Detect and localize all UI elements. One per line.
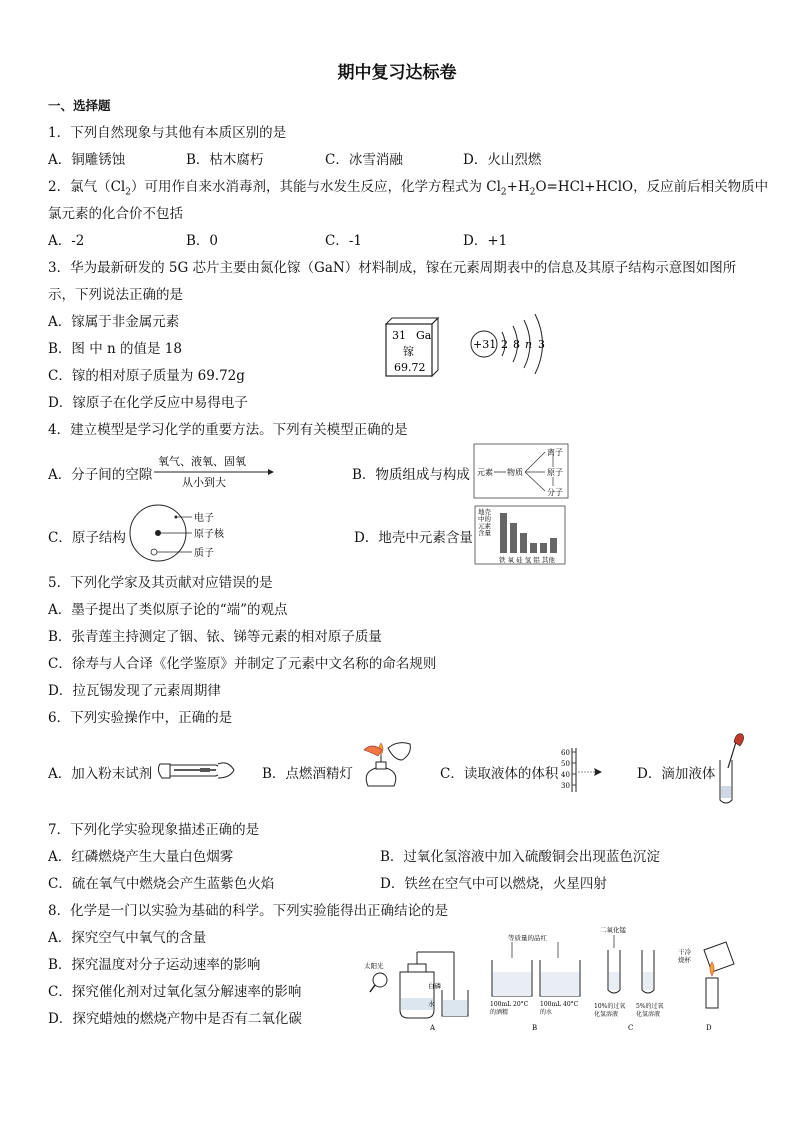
- q5-option-c[interactable]: C．徐寿与人合译《化学鉴原》并制定了元素中文名称的命名规则: [48, 656, 437, 672]
- q2-option-b[interactable]: B．0: [186, 233, 219, 249]
- gallium-figure: [380, 308, 560, 380]
- q4-stem: 4．建立模型是学习化学的重要方法。下列有关模型正确的是: [48, 422, 408, 438]
- q1-option-d[interactable]: D．火山烈燃: [463, 152, 542, 168]
- q2-option-d[interactable]: D．+1: [463, 233, 508, 249]
- label-tube1: 10%的过氧: [594, 1003, 626, 1010]
- arrow-top-text: 氧气、液氧、固氧: [158, 455, 246, 468]
- label-ink: 等质量的品红: [508, 934, 547, 942]
- chart-ylabel: 地壳中的元素含量: [478, 508, 491, 537]
- nucleus-charge: +31: [473, 338, 497, 351]
- label-beaker1: 100mL 20°C: [490, 1001, 529, 1008]
- label-cup2: 烧杯: [678, 956, 691, 964]
- scale-30: 30: [561, 782, 570, 790]
- q2-stem-part: 2．氯气（Cl: [48, 179, 126, 195]
- label-beaker2b: 的水: [540, 1009, 553, 1016]
- q2-option-a[interactable]: A．-2: [48, 233, 85, 249]
- q6-stem: 6．下列实验操作中，正确的是: [48, 710, 233, 726]
- model-element: 元素: [477, 468, 493, 477]
- eye-icon: [594, 768, 602, 776]
- label-a: A: [430, 1024, 436, 1032]
- q7-option-a[interactable]: A．红磷燃烧产生大量白色烟雾: [48, 849, 234, 865]
- q6-option-b[interactable]: B．点燃酒精灯: [262, 766, 353, 782]
- q8-option-c[interactable]: C．探究催化剂对过氧化氢分解速率的影响: [48, 984, 302, 1000]
- dropper-figure: [712, 730, 748, 806]
- subscript: 2: [125, 187, 131, 198]
- q1-stem: 1．下列自然现象与其他有本质区别的是: [48, 125, 287, 141]
- q1-option-b[interactable]: B．枯木腐朽: [186, 152, 264, 168]
- q8-experiments-figure: [362, 920, 772, 1032]
- shell-count: 8: [513, 338, 520, 351]
- crust-element-chart: [474, 505, 566, 565]
- q7-stem: 7．下列化学实验现象描述正确的是: [48, 822, 260, 838]
- q8-stem: 8．化学是一门以实验为基础的科学。下列实验能得出正确结论的是: [48, 903, 449, 919]
- q3-option-c[interactable]: C．镓的相对原子质量为 69.72g: [48, 368, 245, 384]
- q2-option-c[interactable]: C．-1: [325, 233, 362, 249]
- powder-test-tube-figure: [156, 750, 240, 790]
- q4-option-c[interactable]: C．原子结构: [48, 530, 126, 546]
- bar-氢: [530, 543, 537, 553]
- bar-硅: [520, 533, 527, 553]
- element-number: 31: [392, 329, 406, 342]
- atom-structure-figure: [126, 503, 236, 563]
- subscript: 2: [529, 187, 536, 198]
- arrow-bottom-text: 从小到大: [182, 476, 226, 489]
- substance-model-figure: [473, 443, 569, 499]
- label-mno2: 二氧化锰: [600, 926, 626, 934]
- label-electron: 电子: [194, 513, 214, 524]
- gap-arrow-figure: [152, 452, 276, 492]
- q3-option-d[interactable]: D．镓原子在化学反应中易得电子: [48, 395, 248, 411]
- label-cup: 干冷: [678, 948, 691, 956]
- q8-option-a[interactable]: A．探究空气中氧气的含量: [48, 930, 207, 946]
- q3-option-a[interactable]: A．镓属于非金属元素: [48, 314, 180, 330]
- shell-count: n: [525, 338, 533, 351]
- q2-stem-part: +H: [506, 179, 530, 195]
- label-phosphorus: 白磷: [428, 982, 441, 990]
- label-tube2: 5%的过氧: [636, 1003, 664, 1010]
- label-beaker1b: 的酒精: [490, 1009, 509, 1016]
- q5-option-b[interactable]: B．张青莲主持测定了铟、铱、锑等元素的相对原子质量: [48, 629, 382, 645]
- label-c: C: [628, 1024, 634, 1032]
- q1-option-c[interactable]: C．冰雪消融: [325, 152, 403, 168]
- scale-40: 40: [561, 771, 570, 779]
- model-substance: 物质: [507, 468, 523, 477]
- q2-stem-line2: 氯元素的化合价不包括: [48, 206, 183, 222]
- subscript: 2: [500, 187, 507, 198]
- q3-option-b[interactable]: B．图 中 n 的值是 18: [48, 341, 182, 357]
- label-beaker2: 100mL 40°C: [540, 1001, 579, 1008]
- q7-option-c[interactable]: C．硫在氧气中燃烧会产生蓝紫色火焰: [48, 876, 275, 892]
- label-water: 水: [428, 1000, 435, 1008]
- model-atom: 原子: [547, 468, 563, 477]
- q8-option-d[interactable]: D．探究蜡烛的燃烧产物中是否有二氧化碳: [48, 1011, 302, 1027]
- q3-stem-line1: 3．华为最新研发的 5G 芯片主要由氮化镓（GaN）材料制成，镓在元素周期表中的信息及其原子结构示意图如图所: [48, 260, 737, 276]
- measuring-cylinder-figure: [560, 746, 610, 794]
- scale-50: 50: [561, 760, 570, 768]
- q4-option-a[interactable]: A．分子间的空隙: [48, 467, 153, 483]
- q7-option-b[interactable]: B．过氧化氢溶液中加入硫酸铜会出现蓝色沉淀: [380, 849, 660, 865]
- shell-count: 3: [538, 338, 545, 351]
- bar-氧: [510, 523, 517, 553]
- magnifier-icon: [373, 973, 387, 987]
- q2-stem: [48, 175, 768, 198]
- bar-铝: [540, 543, 547, 553]
- q1-option-a[interactable]: A．铜雕锈蚀: [48, 152, 126, 168]
- label-tube1b: 化氢溶液: [594, 1011, 619, 1018]
- q5-option-a[interactable]: A．墨子提出了类似原子论的“端”的观点: [48, 602, 288, 618]
- page-title: 期中复习达标卷: [337, 63, 457, 83]
- q5-option-d[interactable]: D．拉瓦锡发现了元素周期律: [48, 683, 221, 699]
- bar-其他: [550, 538, 557, 553]
- model-ion: 离子: [547, 448, 563, 457]
- bar-铁: [500, 513, 507, 553]
- label-nucleus: 原子核: [194, 529, 224, 540]
- q2-stem-part: ）可用作自来水消毒剂，其能与水发生反应，化学方程式为 Cl: [130, 179, 501, 195]
- q6-option-a[interactable]: A．加入粉末试剂: [48, 766, 153, 782]
- element-mass: 69.72: [394, 361, 426, 374]
- q5-stem: 5．下列化学家及其贡献对应错误的是: [48, 575, 273, 591]
- q6-option-c[interactable]: C．读取液体的体积: [440, 766, 559, 782]
- model-molecule: 分子: [547, 488, 563, 497]
- element-symbol: Ga: [416, 329, 432, 342]
- q2-stem-part: O=HCl+HClO，反应前后相关物质中: [535, 179, 769, 195]
- label-sunlight: 太阳光: [364, 962, 384, 970]
- element-name: 镓: [403, 345, 414, 358]
- scale-60: 60: [561, 749, 570, 757]
- q8-option-b[interactable]: B．探究温度对分子运动速率的影响: [48, 957, 261, 973]
- shell-count: 2: [501, 338, 508, 351]
- label-tube2b: 化氢溶液: [636, 1011, 661, 1018]
- q7-option-d[interactable]: D．铁丝在空气中可以燃烧，火星四射: [380, 876, 607, 892]
- q6-option-d[interactable]: D．滴加液体: [637, 766, 716, 782]
- label-b: B: [532, 1024, 538, 1032]
- alcohol-lamp-figure: [356, 740, 416, 792]
- q3-stem-line2: 示，下列说法正确的是: [48, 287, 183, 303]
- label-d: D: [706, 1024, 712, 1032]
- q4-option-b[interactable]: B．物质组成与构成: [352, 467, 470, 483]
- section-heading: 一、选择题: [48, 98, 111, 113]
- chart-category-labels: 铁 氧 硅 氢 铝 其他: [499, 556, 555, 564]
- label-proton: 质子: [194, 548, 214, 559]
- q4-option-d[interactable]: D．地壳中元素含量: [354, 530, 473, 546]
